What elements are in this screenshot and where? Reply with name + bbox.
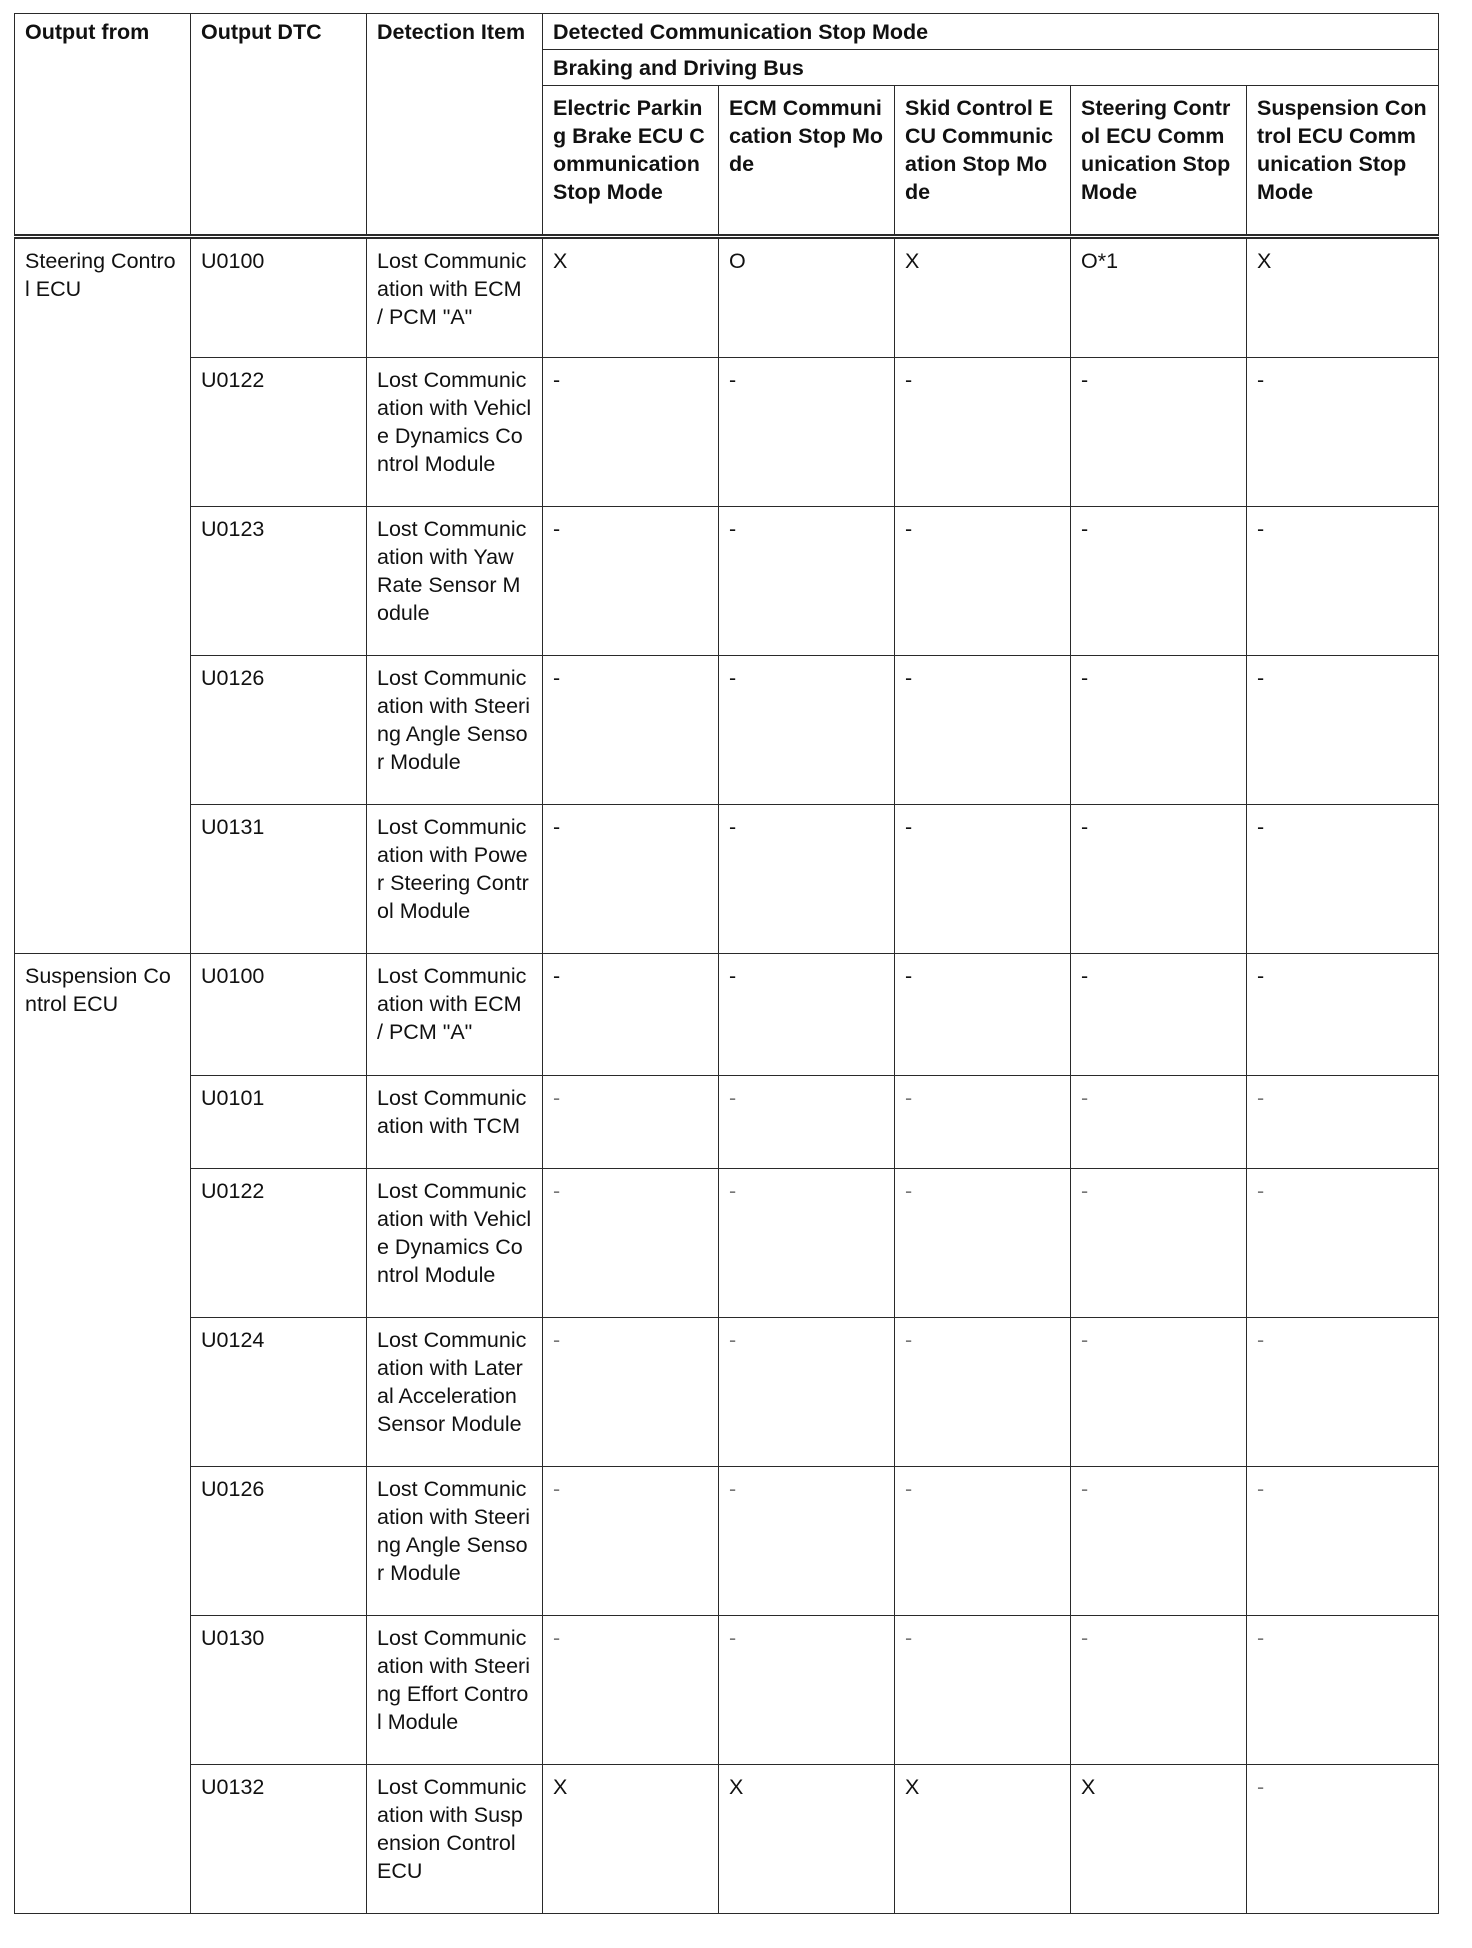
dtc-cell: U0101 bbox=[191, 1076, 367, 1169]
table-row bbox=[15, 656, 1439, 805]
dtc-cell: U0122 bbox=[191, 1169, 367, 1318]
header-column-skid: Skid Control ECU Communication Stop Mode bbox=[895, 86, 1071, 237]
table-row bbox=[15, 358, 1439, 507]
value-cell: - bbox=[719, 1318, 895, 1467]
value-cell: - bbox=[1247, 1616, 1439, 1765]
dtc-cell: U0126 bbox=[191, 656, 367, 805]
detection-item-cell: Lost Communication with Steering Angle Sensor Module bbox=[367, 1467, 543, 1616]
value-cell: - bbox=[543, 1467, 719, 1616]
dtc-stop-mode-table bbox=[14, 13, 1439, 1914]
dtc-cell: U0123 bbox=[191, 507, 367, 656]
value-cell: - bbox=[1071, 1616, 1247, 1765]
value-cell: - bbox=[1071, 358, 1247, 507]
dtc-cell: U0100 bbox=[191, 954, 367, 1076]
value-cell: - bbox=[719, 507, 895, 656]
value-cell: - bbox=[1247, 1318, 1439, 1467]
header-column-epb: Electric Parking Brake ECU Communication Stop Mode bbox=[543, 86, 719, 237]
value-cell: - bbox=[895, 1467, 1071, 1616]
value-cell: - bbox=[895, 1076, 1071, 1169]
value-cell: - bbox=[719, 805, 895, 954]
value-cell: - bbox=[543, 656, 719, 805]
value-cell: - bbox=[719, 358, 895, 507]
header-detected-mode: Detected Communication Stop Mode bbox=[543, 14, 1439, 50]
table-row bbox=[15, 237, 1439, 358]
value-cell: - bbox=[543, 358, 719, 507]
value-cell: - bbox=[543, 1318, 719, 1467]
value-cell: - bbox=[719, 656, 895, 805]
detection-item-cell: Lost Communication with ECM / PCM "A" bbox=[367, 954, 543, 1076]
value-cell: X bbox=[1071, 1765, 1247, 1914]
value-cell: - bbox=[895, 656, 1071, 805]
dtc-cell: U0122 bbox=[191, 358, 367, 507]
value-cell: - bbox=[1071, 954, 1247, 1076]
value-cell: - bbox=[1071, 507, 1247, 656]
value-cell: - bbox=[1247, 1169, 1439, 1318]
value-cell: - bbox=[895, 507, 1071, 656]
detection-item-cell: Lost Communication with Yaw Rate Sensor Module bbox=[367, 507, 543, 656]
value-cell: - bbox=[719, 1169, 895, 1318]
dtc-cell: U0124 bbox=[191, 1318, 367, 1467]
header-output-dtc: Output DTC bbox=[191, 14, 367, 237]
table-row bbox=[15, 1765, 1439, 1914]
output-from-cell: Steering Control ECU bbox=[15, 237, 191, 954]
value-cell: - bbox=[543, 507, 719, 656]
dtc-cell: U0126 bbox=[191, 1467, 367, 1616]
value-cell: - bbox=[1247, 1765, 1439, 1914]
value-cell: - bbox=[1247, 1467, 1439, 1616]
header-column-suspension: Suspension Control ECU Communication Stop Mode bbox=[1247, 86, 1439, 237]
value-cell: X bbox=[543, 237, 719, 358]
value-cell: O*1 bbox=[1071, 237, 1247, 358]
value-cell: - bbox=[1247, 1076, 1439, 1169]
header-bus: Braking and Driving Bus bbox=[543, 50, 1439, 86]
value-cell: - bbox=[895, 1616, 1071, 1765]
value-cell: X bbox=[543, 1765, 719, 1914]
value-cell: - bbox=[719, 954, 895, 1076]
value-cell: X bbox=[719, 1765, 895, 1914]
value-cell: - bbox=[1247, 805, 1439, 954]
table-row bbox=[15, 1616, 1439, 1765]
value-cell: - bbox=[1071, 656, 1247, 805]
value-cell: X bbox=[895, 237, 1071, 358]
detection-item-cell: Lost Communication with Steering Effort Control Module bbox=[367, 1616, 543, 1765]
value-cell: - bbox=[719, 1076, 895, 1169]
value-cell: - bbox=[1247, 954, 1439, 1076]
table-row bbox=[15, 805, 1439, 954]
header-output-from: Output from bbox=[15, 14, 191, 237]
table-row bbox=[15, 1467, 1439, 1616]
dtc-cell: U0131 bbox=[191, 805, 367, 954]
detection-item-cell: Lost Communication with Power Steering Control Module bbox=[367, 805, 543, 954]
table-row bbox=[15, 1318, 1439, 1467]
value-cell: - bbox=[1071, 1467, 1247, 1616]
table-row bbox=[15, 507, 1439, 656]
value-cell: - bbox=[1247, 358, 1439, 507]
value-cell: - bbox=[543, 1169, 719, 1318]
detection-item-cell: Lost Communication with Lateral Acceleration Sensor Module bbox=[367, 1318, 543, 1467]
header-column-ecm: ECM Communication Stop Mode bbox=[719, 86, 895, 237]
table-header bbox=[15, 14, 1439, 237]
dtc-cell: U0130 bbox=[191, 1616, 367, 1765]
value-cell: - bbox=[895, 358, 1071, 507]
table-row bbox=[15, 1076, 1439, 1169]
value-cell: - bbox=[719, 1467, 895, 1616]
value-cell: - bbox=[543, 1616, 719, 1765]
dtc-cell: U0100 bbox=[191, 237, 367, 358]
value-cell: - bbox=[543, 1076, 719, 1169]
detection-item-cell: Lost Communication with TCM bbox=[367, 1076, 543, 1169]
value-cell: - bbox=[895, 1318, 1071, 1467]
detection-item-cell: Lost Communication with Suspension Control ECU bbox=[367, 1765, 543, 1914]
value-cell: X bbox=[895, 1765, 1071, 1914]
value-cell: - bbox=[1071, 1318, 1247, 1467]
header-detection-item: Detection Item bbox=[367, 14, 543, 237]
table-row bbox=[15, 1169, 1439, 1318]
value-cell: - bbox=[543, 805, 719, 954]
value-cell: - bbox=[1071, 1169, 1247, 1318]
table-row bbox=[15, 954, 1439, 1076]
value-cell: - bbox=[543, 954, 719, 1076]
detection-item-cell: Lost Communication with Vehicle Dynamics Control Module bbox=[367, 1169, 543, 1318]
value-cell: - bbox=[1071, 1076, 1247, 1169]
table-body bbox=[15, 237, 1439, 1914]
value-cell: - bbox=[895, 1169, 1071, 1318]
value-cell: - bbox=[895, 805, 1071, 954]
value-cell: - bbox=[1071, 805, 1247, 954]
value-cell: X bbox=[1247, 237, 1439, 358]
output-from-cell: Suspension Control ECU bbox=[15, 954, 191, 1914]
detection-item-cell: Lost Communication with Steering Angle Sensor Module bbox=[367, 656, 543, 805]
value-cell: O bbox=[719, 237, 895, 358]
value-cell: - bbox=[1247, 656, 1439, 805]
detection-item-cell: Lost Communication with ECM / PCM "A" bbox=[367, 237, 543, 358]
value-cell: - bbox=[1247, 507, 1439, 656]
header-column-steering: Steering Control ECU Communication Stop Mode bbox=[1071, 86, 1247, 237]
value-cell: - bbox=[719, 1616, 895, 1765]
detection-item-cell: Lost Communication with Vehicle Dynamics Control Module bbox=[367, 358, 543, 507]
dtc-cell: U0132 bbox=[191, 1765, 367, 1914]
value-cell: - bbox=[895, 954, 1071, 1076]
